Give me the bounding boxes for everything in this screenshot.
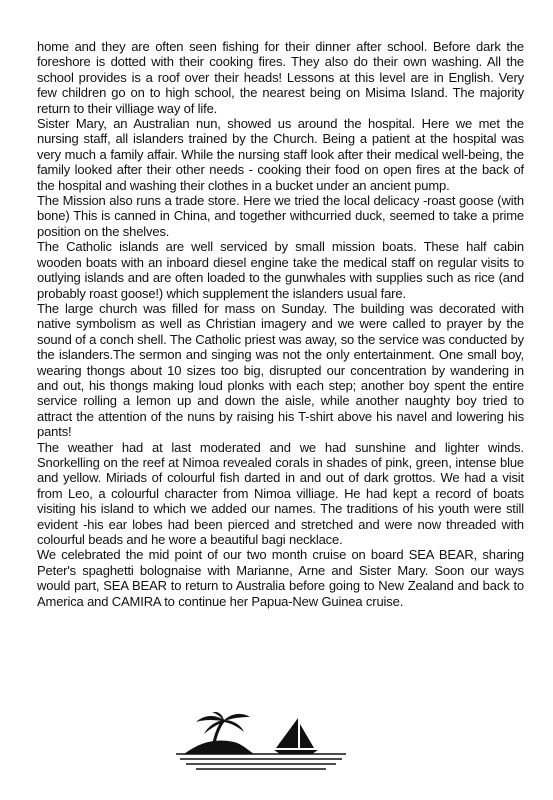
paragraph-church: The large church was filled for mass on Sunday. The building was decorated with native symbolism as well as Christian imagery and we were called to prayer by the sound of a conch shell. The Catholic priest was away, so the service was conducted by the islanders.The sermon and singing was not the only entertainment. One small boy, wearing thongs about 10 sizes too big, disrupted our concentration by wandering in and out, his thongs making loud plonks with each step; another boy spent the entire service rolling a lemon up and down the aisle, while another naughty boy tried to attract the attention of the nuns by raising his T-shirt above his navel and lowering his pants! [37, 300, 524, 440]
island-icon [184, 741, 254, 755]
water-lines-icon [176, 754, 346, 769]
body-text [37, 39, 524, 609]
sailboat-icon [274, 718, 318, 754]
paragraph-hospital: Sister Mary, an Australian nun, showed us around the hospital. Here we met the nursing staff, all islanders trained by the Church. Being a patient at the hospital was very much a family affair. While the nursing staff look after their medical well-being, the family looked after their other needs - cooking their food on open fires at the back of the hospital and washing their clothes in a bucket under an ancient pump. [37, 116, 524, 193]
paragraph-weather: The weather had at last moderated and we had sunshine and lighter winds. Snorkelling on the reef at Nimoa revealed corals in shades of pink, green, intense blue and yellow. Miriads of colourful fish darted in and out of dark grottos. We had a visit from Leo, a colourful character from Nimoa villiage. He had kept a record of boats visiting his island to which we added our names. The traditions of his youth were still evident -his ear lobes had been pierced and stretched and were now threaded with colourful beads and he wore a beautiful bagi necklace. [37, 439, 524, 547]
paragraph-mission-boats: The Catholic islands are well serviced by small mission boats. These half cabin wooden boats with an inboard diesel engine take the medical staff on regular visits to outlying islands and are often loaded to the gunwhales with supplies such as rice (and probably roast goose!) which supplement the islanders usual fare. [37, 239, 524, 301]
paragraph-trade-store: The Mission also runs a trade store. Here we tried the local delicacy -roast goose (with bone) This is canned in China, and together withcurried duck, seemed to take a prime position on the shelves. [37, 193, 524, 239]
island-palm-sailboat-icon [176, 712, 346, 772]
paragraph-celebration: We celebrated the mid point of our two month cruise on board SEA BEAR, sharing Peter's spaghetti bolognaise with Marianne, Arne and Sister Mary. Soon our ways would part, SEA BEAR to return to Australia before going to New Zealand and back to America and CAMIRA to continue her Papua-New Guinea cruise. [37, 547, 524, 609]
paragraph-school: home and they are often seen fishing for their dinner after school. Before dark the foreshore is dotted with their cooking fires. They also do their own washing. All the school provides is a roof over their heads! Lessons at this level are in English. Very few children go on to high school, the nearest being on Misima Island. The majority return to their villiage way of life. [37, 39, 524, 116]
